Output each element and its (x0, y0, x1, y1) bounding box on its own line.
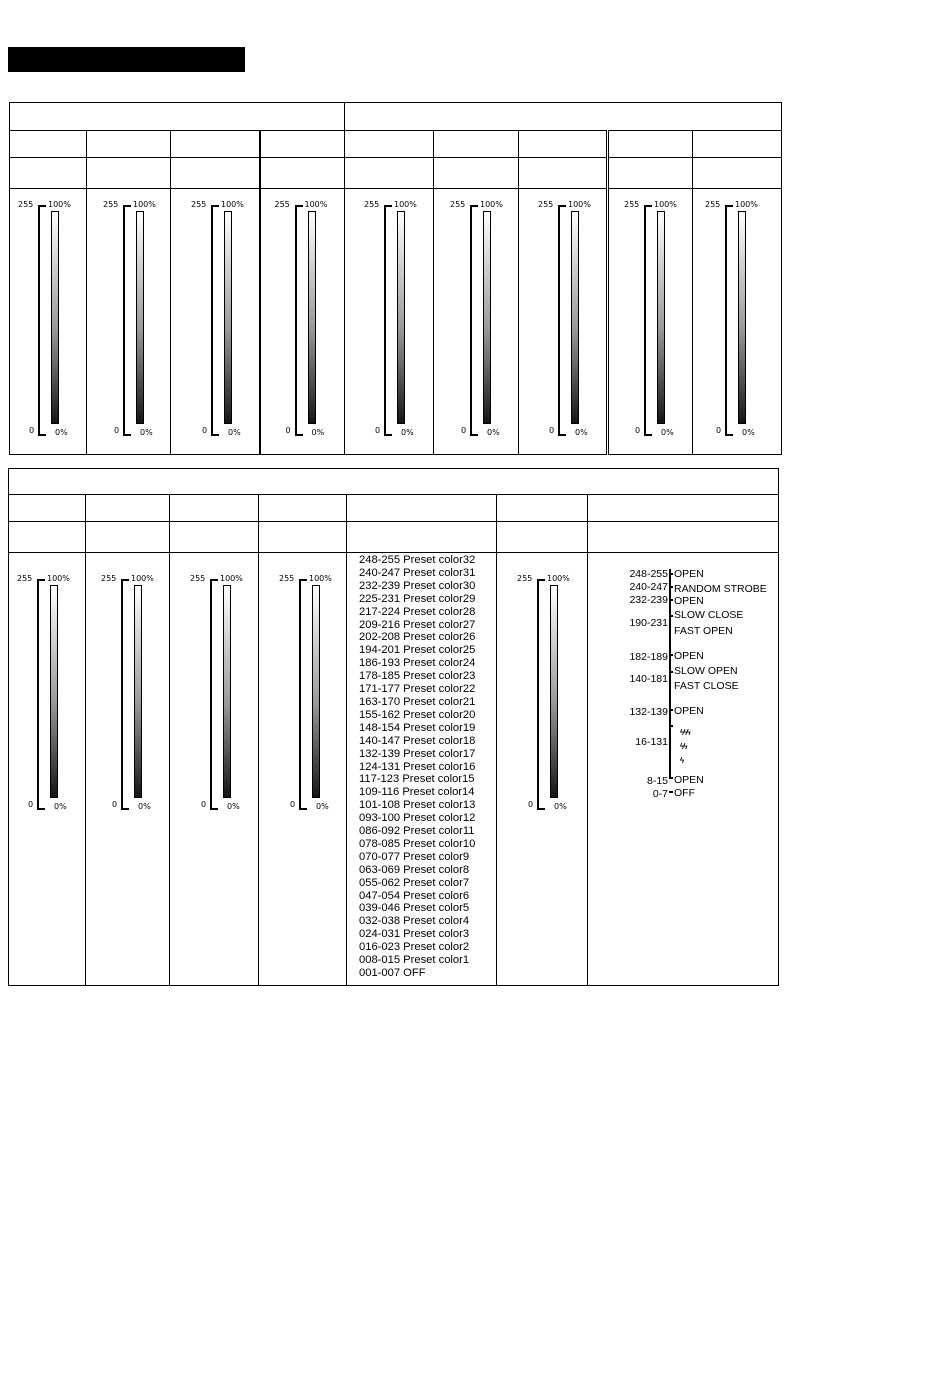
dimmer-gradient-bar (571, 211, 579, 424)
dimmer-gradient-bar (312, 585, 320, 798)
shutter-range: 8-15 (646, 775, 668, 787)
dimmer-gradient-bar (483, 211, 491, 424)
shutter-tick (669, 709, 673, 711)
scale-max-label: 255 (190, 574, 206, 583)
scale-min-percent: 0% (316, 802, 329, 811)
shutter-function: OPEN (674, 650, 704, 662)
scale-cell (171, 189, 260, 455)
shutter-function: FAST CLOSE (674, 680, 739, 692)
shutter-function: RANDOM STROBE (674, 583, 767, 595)
scale-max-percent: 100% (735, 200, 758, 209)
channel-function-cell (345, 158, 434, 189)
shutter-tick (669, 725, 673, 727)
scale-cell (345, 189, 434, 455)
scale-cell (87, 189, 171, 455)
preset-color-cell (347, 553, 497, 986)
scale-max-label: 255 (103, 200, 119, 209)
channel-number-cell (588, 495, 779, 522)
scale-max-percent: 100% (133, 200, 156, 209)
scale-min-percent: 0% (227, 802, 240, 811)
scale-bracket (210, 579, 218, 810)
scale-bracket (470, 205, 478, 436)
preset-color-item: 217-224 Preset color28 (359, 605, 476, 618)
shutter-range: 0-7 (652, 788, 668, 800)
section-title-bar (8, 47, 245, 72)
shutter-tick (669, 599, 673, 601)
scale-max-label: 255 (191, 200, 207, 209)
scale-min-percent: 0% (487, 428, 500, 437)
channel-number-cell (10, 131, 87, 158)
shutter-tick (669, 671, 673, 673)
channel-function-cell (87, 158, 171, 189)
dimmer-gradient-bar (51, 211, 59, 424)
channel-function-cell (347, 522, 497, 553)
dimmer-scale (538, 189, 618, 439)
scale-cell (519, 189, 608, 455)
scale-min-percent: 0% (55, 428, 68, 437)
channel-function-cell (260, 158, 345, 189)
shutter-function: OPEN (674, 568, 704, 580)
scale-min-percent: 0% (401, 428, 414, 437)
dimmer-gradient-bar (550, 585, 558, 798)
shutter-tick (669, 654, 673, 656)
preset-color-item: 039-046 Preset color5 (359, 902, 470, 915)
channel-number-cell (87, 131, 171, 158)
channel-function-cell (608, 158, 693, 189)
preset-color-item: 148-154 Preset color19 (359, 721, 476, 734)
scale-cell (9, 553, 86, 986)
scale-max-percent: 100% (304, 200, 328, 209)
shutter-function: FAST OPEN (674, 625, 733, 637)
scale-max-label: 255 (18, 200, 34, 209)
scale-max-label: 255 (274, 200, 290, 209)
scale-min-label: 0 (290, 800, 296, 809)
channel-number-cell (171, 131, 260, 158)
preset-color-list (347, 553, 496, 980)
preset-color-item: 086-092 Preset color11 (359, 825, 475, 838)
preset-color-item: 124-131 Preset color16 (359, 760, 476, 773)
scale-bracket (644, 205, 652, 436)
shutter-cell (588, 553, 779, 986)
scale-cell (693, 189, 782, 455)
scale-max-percent: 100% (480, 200, 503, 209)
scale-min-label: 0 (528, 800, 534, 809)
scale-min-label: 0 (202, 426, 208, 435)
shutter-function: OPEN (674, 705, 704, 717)
scale-bracket (299, 579, 307, 810)
scale-max-percent: 100% (48, 200, 71, 209)
scale-cell (434, 189, 519, 455)
shutter-diagram (588, 553, 778, 983)
scale-min-label: 0 (549, 426, 555, 435)
scale-min-percent: 0% (54, 802, 67, 811)
scale-cell (608, 189, 693, 455)
scale-min-label: 0 (375, 426, 381, 435)
scale-max-percent: 100% (309, 574, 332, 583)
shutter-range: 132-139 (629, 706, 668, 718)
channel-number-cell (608, 131, 693, 158)
scale-min-percent: 0% (140, 428, 153, 437)
channel-number-cell (170, 495, 259, 522)
shutter-function: OPEN (674, 774, 704, 786)
scale-min-percent: 0% (228, 428, 241, 437)
preset-color-item: 008-015 Preset color1 (359, 954, 470, 967)
scale-min-percent: 0% (575, 428, 588, 437)
shutter-function: SLOW OPEN (674, 665, 738, 677)
preset-color-item: 140-147 Preset color18 (359, 734, 476, 747)
dimmer-gradient-bar (50, 585, 58, 798)
preset-color-item: 032-038 Preset color4 (359, 915, 470, 928)
scale-cell (10, 189, 87, 455)
dimmer-gradient-bar (134, 585, 142, 798)
scale-cell (170, 553, 259, 986)
preset-color-item: 055-062 Preset color7 (359, 876, 470, 889)
scale-max-label: 255 (279, 574, 295, 583)
preset-color-item: 117-123 Preset color15 (359, 773, 475, 786)
shutter-range: 240-247 (629, 581, 668, 593)
channel-number-cell (519, 131, 608, 158)
shutter-range: 190-231 (629, 617, 668, 629)
scale-min-label: 0 (461, 426, 467, 435)
scale-max-label: 255 (705, 200, 721, 209)
dimmer-gradient-bar (223, 585, 231, 798)
scale-bracket (123, 205, 131, 436)
preset-color-item: 248-255 Preset color32 (359, 554, 476, 566)
channel-number-cell (86, 495, 170, 522)
channel-number-cell (9, 495, 86, 522)
channel-number-cell (345, 131, 434, 158)
scale-max-label: 255 (17, 574, 33, 583)
preset-color-item: 194-201 Preset color25 (359, 644, 476, 657)
channel-number-cell (693, 131, 782, 158)
preset-color-item: 047-054 Preset color6 (359, 889, 470, 902)
scale-max-percent: 100% (220, 574, 243, 583)
channel-function-cell (259, 522, 347, 553)
shutter-range: 16-131 (635, 736, 668, 748)
scale-min-percent: 0% (554, 802, 567, 811)
scale-max-label: 255 (101, 574, 117, 583)
preset-color-item: 178-185 Preset color23 (359, 670, 476, 683)
channel-number-cell (434, 131, 519, 158)
scale-min-label: 0 (28, 800, 34, 809)
shutter-tick (669, 615, 673, 617)
channel-function-cell (170, 522, 259, 553)
preset-color-item: 024-031 Preset color3 (359, 928, 470, 941)
preset-color-item: 078-085 Preset color10 (359, 837, 476, 850)
preset-color-item: 093-100 Preset color12 (359, 812, 476, 825)
dimmer-gradient-bar (738, 211, 746, 424)
shutter-range: 248-255 (629, 568, 668, 580)
scale-bracket (121, 579, 129, 810)
strobe-slow-icon: ϟ (680, 756, 684, 765)
shutter-range: 140-181 (629, 673, 668, 685)
scale-bracket (38, 205, 46, 436)
scale-min-percent: 0% (661, 428, 674, 437)
dimmer-scale (275, 189, 355, 439)
preset-color-item: 232-239 Preset color30 (359, 579, 476, 592)
scale-min-label: 0 (285, 426, 291, 435)
preset-color-item: 240-247 Preset color31 (359, 566, 476, 579)
shutter-range: 232-239 (629, 594, 668, 606)
preset-color-item: 101-108 Preset color13 (359, 799, 476, 812)
scale-bracket (295, 205, 303, 436)
channel-function-cell (434, 158, 519, 189)
channel-function-cell (588, 522, 779, 553)
channel-function-cell (9, 522, 86, 553)
scale-max-label: 255 (538, 200, 554, 209)
channel-number-cell (259, 495, 347, 522)
channel-table-a (9, 102, 782, 455)
scale-min-percent: 0% (138, 802, 151, 811)
channel-function-cell (171, 158, 260, 189)
channel-number-cell (260, 131, 345, 158)
shutter-tick (669, 777, 673, 779)
scale-min-label: 0 (201, 800, 207, 809)
scale-cell (497, 553, 588, 986)
shutter-function: OFF (674, 787, 695, 799)
channel-number-cell (347, 495, 497, 522)
shutter-function: SLOW CLOSE (674, 609, 744, 621)
scale-cell (86, 553, 170, 986)
scale-bracket (725, 205, 733, 436)
preset-color-item: 202-208 Preset color26 (359, 631, 476, 644)
channel-function-cell (86, 522, 170, 553)
scale-bracket (211, 205, 219, 436)
scale-min-label: 0 (716, 426, 722, 435)
shutter-tick (669, 791, 673, 793)
dimmer-scale (364, 189, 444, 439)
scale-bracket (384, 205, 392, 436)
preset-color-item: 016-023 Preset color2 (359, 941, 470, 954)
dimmer-scale (705, 189, 785, 439)
preset-color-item: 171-177 Preset color22 (359, 683, 476, 696)
channel-table-b (8, 468, 779, 986)
channel-function-cell (10, 158, 87, 189)
scale-max-percent: 100% (547, 574, 570, 583)
scale-max-label: 255 (624, 200, 640, 209)
scale-max-percent: 100% (654, 200, 677, 209)
shutter-tick (669, 573, 673, 575)
scale-bracket (537, 579, 545, 810)
preset-color-item: 001-007 OFF (359, 967, 426, 979)
header-group-left (10, 103, 345, 131)
preset-color-item: 070-077 Preset color9 (359, 850, 470, 863)
dimmer-gradient-bar (657, 211, 665, 424)
scale-bracket (37, 579, 45, 810)
preset-color-item: 186-193 Preset color24 (359, 657, 476, 670)
scale-min-label: 0 (114, 426, 120, 435)
header-group-right (345, 103, 782, 131)
scale-max-percent: 100% (47, 574, 70, 583)
strobe-fast-icon: ϟϟϟ (680, 728, 690, 737)
preset-color-item: 155-162 Preset color20 (359, 708, 476, 721)
preset-color-item: 225-231 Preset color29 (359, 592, 476, 605)
shutter-range: 182-189 (629, 651, 668, 663)
channel-function-cell (693, 158, 782, 189)
channel-number-cell (497, 495, 588, 522)
header-group-full (9, 469, 779, 495)
preset-color-item: 063-069 Preset color8 (359, 863, 470, 876)
preset-color-item: 109-116 Preset color14 (359, 786, 475, 799)
scale-cell (259, 553, 347, 986)
scale-max-label: 255 (364, 200, 380, 209)
preset-color-item: 132-139 Preset color17 (359, 747, 476, 760)
preset-color-item: 209-216 Preset color27 (359, 618, 476, 631)
scale-max-label: 255 (517, 574, 533, 583)
dimmer-scale (517, 563, 597, 813)
channel-function-cell (519, 158, 608, 189)
dimmer-gradient-bar (224, 211, 232, 424)
scale-min-label: 0 (112, 800, 118, 809)
dimmer-gradient-bar (136, 211, 144, 424)
dimmer-gradient-bar (397, 211, 405, 424)
scale-max-percent: 100% (394, 200, 417, 209)
shutter-tick (669, 586, 673, 588)
scale-min-percent: 0% (311, 428, 325, 437)
channel-function-cell (497, 522, 588, 553)
scale-max-percent: 100% (131, 574, 154, 583)
strobe-medium-icon: ϟϟ (680, 742, 687, 751)
scale-max-label: 255 (450, 200, 466, 209)
scale-min-label: 0 (29, 426, 35, 435)
scale-min-percent: 0% (742, 428, 755, 437)
scale-cell (260, 189, 345, 455)
scale-max-percent: 100% (568, 200, 591, 209)
scale-bracket (558, 205, 566, 436)
preset-color-item: 163-170 Preset color21 (359, 695, 476, 708)
shutter-function: OPEN (674, 595, 704, 607)
scale-max-percent: 100% (221, 200, 244, 209)
scale-min-label: 0 (635, 426, 641, 435)
dimmer-gradient-bar (308, 211, 316, 424)
